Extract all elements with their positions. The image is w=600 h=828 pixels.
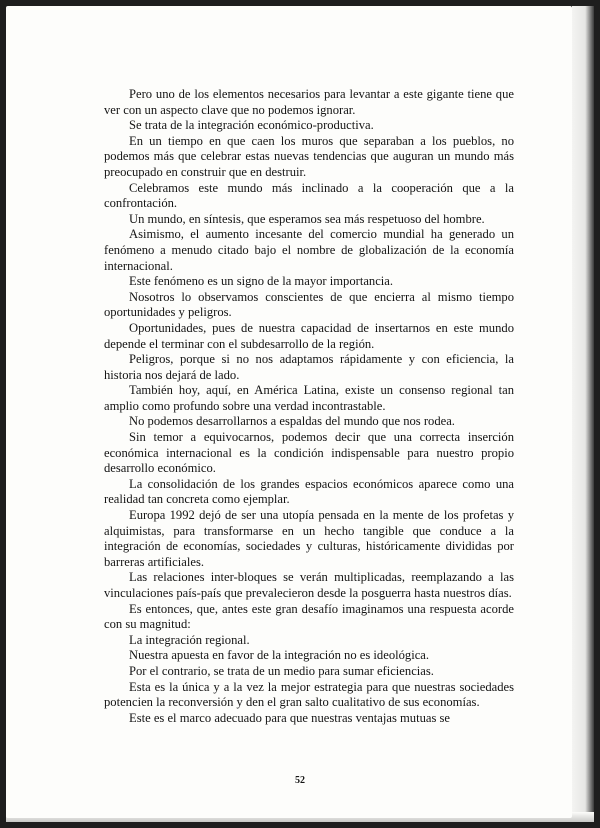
paragraph: La consolidación de los grandes espacios económicos aparece como una realidad tan concreta como ejemplar.: [104, 476, 514, 507]
page-number: 52: [295, 775, 305, 786]
paragraph: Oportunidades, pues de nuestra capacidad de insertarnos en este mundo depende el terminar con el subdesarrollo de la región.: [104, 320, 514, 351]
paragraph: Asimismo, el aumento incesante del comercio mundial ha generado un fenómeno a menudo citado bajo el nombre de globalización de la economía internacional.: [104, 227, 514, 273]
paragraph: Se trata de la integración económico-productiva.: [129, 118, 374, 133]
paragraph: Las relaciones inter-bloques se verán multiplicadas, reemplazando a las vinculaciones país-país que prevalecieron desde la posguerra hasta nuestros días.: [104, 570, 514, 600]
paragraph: Este fenómeno es un signo de la mayor importancia.: [129, 274, 394, 289]
paragraph: Este es el marco adecuado para que nuestras ventajas mutuas se: [129, 710, 451, 725]
paragraph: En un tiempo en que caen los muros que separaban a los pueblos, no podemos más que celebrar estas nuevas tendencias que auguran un mundo más preocupado en construir que en destruir.: [104, 133, 514, 179]
paragraph: También hoy, aquí, en América Latina, existe un consenso regional tan amplio como profundo sobre una verdad incontrastable.: [104, 383, 514, 413]
paragraph: Nuestra apuesta en favor de la integración no es ideológica.: [129, 648, 430, 663]
paragraph: Un mundo, en síntesis, que esperamos sea más respetuoso del hombre.: [129, 211, 485, 226]
paragraph: Esta es la única y a la vez la mejor estrategia para que nuestras sociedades potencien la reconversión y den el gran salto cualitativo de sus economías.: [104, 679, 514, 710]
paragraph: Peligros, porque si no nos adaptamos rápidamente y con eficiencia, la historia nos dejará de lado.: [104, 352, 514, 382]
paragraph: Es entonces, que, antes este gran desafío imaginamos una respuesta acorde con su magnitud:: [104, 601, 514, 632]
body-text: [104, 87, 514, 726]
paragraph: No podemos desarrollarnos a espaldas del mundo que nos rodea.: [129, 414, 455, 429]
paragraph: Nosotros lo observamos conscientes de que encierra al mismo tiempo oportunidades y peligros.: [104, 289, 514, 320]
paragraph: Pero uno de los elementos necesarios para levantar a este gigante tiene que ver con un aspecto clave que no podemos ignorar.: [104, 87, 514, 117]
page-right-edge: [572, 6, 594, 818]
paragraph: Europa 1992 dejó de ser una utopía pensada en la mente de los profetas y alquimistas, para transformarse en un hecho tangible que conduce a la integración de economías, sociedades y culturas, históricamente divididas por barreras artificiales.: [104, 508, 514, 569]
paragraph: La integración regional.: [129, 632, 250, 647]
paragraph: Sin temor a equivocarnos, podemos decir que una correcta inserción económica internacional es la condición indispensable para nuestro propio desarrollo económico.: [104, 430, 514, 476]
paragraph: Por el contrario, se trata de un medio para sumar eficiencias.: [129, 663, 434, 678]
paragraph: Celebramos este mundo más inclinado a la cooperación que a la confrontación.: [104, 180, 514, 211]
